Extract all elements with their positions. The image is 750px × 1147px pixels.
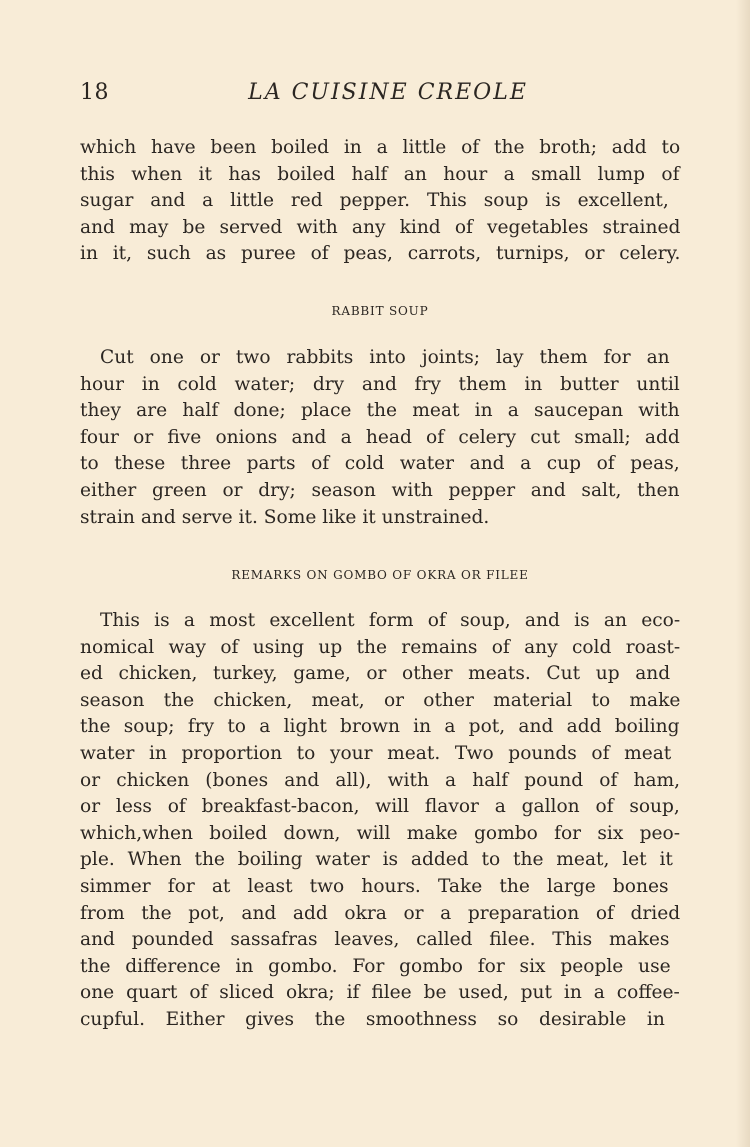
text-line: sugar and a little red pepper. This soup is excellent,: [80, 190, 669, 212]
text-line: ed chicken, turkey, game, or other meats. Cut up and: [80, 663, 671, 685]
text-line: and may be served with any kind of vegetables strained: [80, 216, 681, 238]
continued-paragraph: [80, 135, 680, 268]
text-line: they are half done; place the meat in a saucepan with: [80, 400, 680, 422]
section-heading-gombo: REMARKS ON GOMBO OF OKRA OR FILEE: [231, 568, 529, 582]
text-line: which have been boiled in a little of the broth; add to: [80, 137, 681, 158]
text-line: and pounded sassafras leaves, called filee. This makes: [80, 929, 670, 951]
text-line: from the pot, and add okra or a preparation of dried: [80, 902, 681, 924]
text-line: or less of breakfast-bacon, will flavor a gallon of soup,: [80, 796, 680, 818]
text-line: this when it has boiled half an hour a small lump of: [80, 163, 680, 185]
text-line: hour in cold water; dry and fry them in butter until: [80, 373, 680, 395]
gombo-paragraph: [80, 608, 680, 1034]
text-line: in it, such as puree of peas, carrots, turnips, or celery.: [80, 243, 681, 265]
text-line: nomical way of using up the remains of any cold roast-: [80, 636, 681, 658]
text-line: one quart of sliced okra; if filee be used, put in a coffee-: [80, 982, 680, 1004]
text-line: which,when boiled down, will make gombo for six peo-: [80, 822, 680, 844]
text-line: the soup; fry to a light brown in a pot, and add boiling: [80, 716, 680, 738]
text-line: cupful. Either gives the smoothness so desirable in: [80, 1008, 665, 1030]
text-line: either green or dry; season with pepper and salt, then: [80, 479, 680, 501]
text-line: ple. When the boiling water is added to the meat, let it: [80, 849, 673, 871]
rabbit-soup-paragraph: [80, 345, 680, 531]
text-line: This is a most excellent form of soup, and is an eco-: [100, 610, 681, 631]
text-line: or chicken (bones and all), with a half pound of ham,: [80, 769, 681, 791]
page-header: [80, 80, 680, 110]
text-line: the difference in gombo. For gombo for six people use: [80, 955, 671, 977]
page-edge-shadow: [736, 0, 750, 1147]
text-line: four or five onions and a head of celery cut small; add: [80, 426, 680, 448]
page-number: 18: [80, 80, 109, 105]
text-line: water in proportion to your meat. Two pounds of meat: [80, 742, 672, 764]
text-line: season the chicken, meat, or other material to make: [80, 689, 681, 711]
running-title: LA CUISINE CREOLE: [248, 80, 528, 105]
text-line: Cut one or two rabbits into joints; lay them for an: [100, 347, 670, 368]
text-line: to these three parts of cold water and a cup of peas,: [80, 453, 680, 475]
section-heading-rabbit-soup: RABBIT SOUP: [331, 304, 429, 318]
text-line: simmer for at least two hours. Take the large bones: [80, 875, 669, 897]
text-line: strain and serve it. Some like it unstrained.: [80, 506, 490, 528]
